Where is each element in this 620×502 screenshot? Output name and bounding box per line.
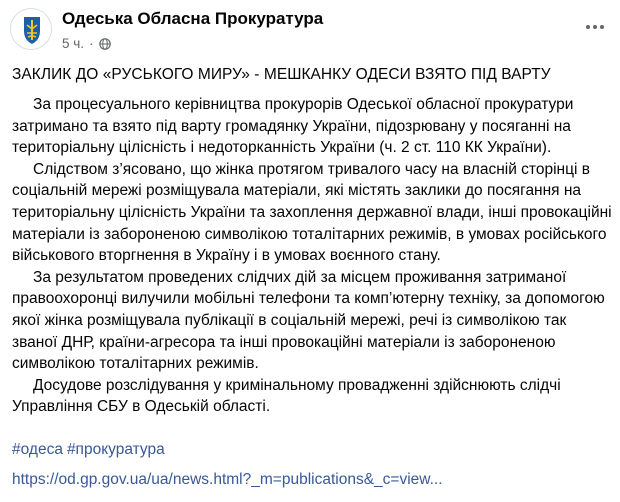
post-paragraph: Слідством з’ясовано, що жінка протягом тривалого часу на власній сторінці в соціальній мережі розміщувала матеріали, які містять заклики до посягання на територіальну цілісність України та захоплення державної влади, інші провокаційні матеріали із забороненою символікою тоталітарних режимів, в умовах російського військового вторгнення в Україну і в умовах воєнного стану. [12,160,612,265]
post-meta [62,36,111,51]
meta-separator: · [89,36,94,51]
post-timestamp[interactable]: 5 ч. [62,36,85,51]
post-paragraph: Досудове розслідування у кримінальному провадженні здійснюють слідчі Управління СБУ в Одеській області. [12,376,561,416]
hashtag-odesa[interactable]: #одеса [12,441,63,458]
post-body [12,94,612,418]
prosecutor-emblem-icon[interactable] [10,8,52,50]
more-options-icon[interactable] [580,12,610,42]
globe-icon [99,38,111,50]
page-name[interactable]: Одеська Обласна Прокуратура [62,9,324,28]
hashtag-prokuratura[interactable]: #прокуратура [66,441,165,458]
post-header [10,6,610,58]
post-paragraph: За процесуального керівництва прокурорів Одеської обласної прокуратури затримано та взято під варту громадянку України, підозрювану у посяганні на територіальну цілісність і недоторканність України (ч. 2 ст. 110 КК України). [12,96,574,157]
hashtag-list [12,441,169,459]
post-link[interactable]: https://od.gp.gov.ua/ua/news.html?_m=publications&_c=view... [12,471,443,488]
post-title: ЗАКЛИК ДО «РУСЬКОГО МИРУ» - МЕШКАНКУ ОДЕСИ ВЗЯТО ПІД ВАРТУ [12,66,551,83]
post-paragraph: За результатом проведених слідчих дій за місцем проживання затриманої правоохоронці вилучили мобільні телефони та комп’ютерну техніку, за допомогою якої жінка розміщувала публікації в соціальній мережі, речі із символікою так званої ДНР, країни-агресора та інші провокаційні матеріали із забороненою символікою тоталітарних режимів. [12,268,605,373]
